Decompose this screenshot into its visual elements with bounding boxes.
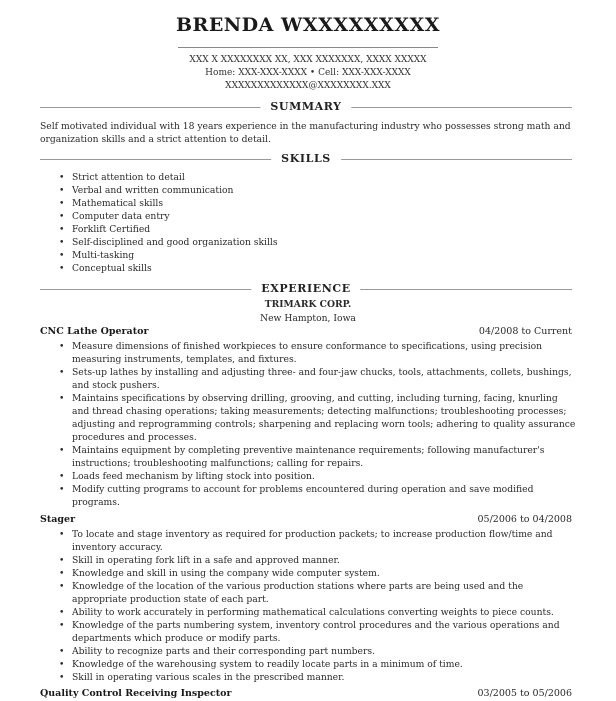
duty-item: • Knowledge of the parts numbering system, inventory control procedures and the various operations and departments which produce or modify parts. [55,619,576,645]
email-line: XXXXXXXXXXXXX@XXXXXXXX.XXX [225,81,391,91]
duty-item: • Modify cutting programs to account for problems encountered during operation and save modified programs. [55,483,576,509]
contact-block [0,54,616,93]
duty-item: • To locate and stage inventory as required for production packets; to increase production flow/time and inventory accuracy. [55,528,576,554]
company-name: TRIMARK CORP. [264,299,352,310]
summary-heading [40,100,572,114]
company-location: New Hampton, Iowa [260,313,356,324]
job-dates: 04/2008 to Current [478,326,572,337]
duty-item: • Skill in operating fork lift in a safe and approved manner. [55,554,576,567]
skill-item: • Strict attention to detail [55,171,575,184]
summary-text: Self motivated individual with 18 years experience in the manufacturing industry who possesses strong math and organization skills and a strict attention to detail. [40,121,571,145]
job-header [40,326,572,339]
job-dates: 03/2005 to 05/2006 [477,688,572,699]
skill-item: • Conceptual skills [55,262,575,275]
duty-item: • Measure dimensions of finished workpieces to ensure conformance to specifications, using precision measuring instruments, templates, and fixtures. [55,340,576,366]
skills-heading [40,152,572,166]
duty-item: • Ability to work accurately in performing mathematical calculations converting weights to piece counts. [55,606,576,619]
skill-item: • Multi-tasking [55,249,575,262]
duty-item: • Ability to recognize parts and their corresponding part numbers. [55,645,576,658]
skills-heading-label: SKILLS [271,152,341,165]
duty-item: • Knowledge of the location of the various production stations where parts are being used and the appropriate production state of each part. [55,580,576,606]
skill-item: • Forklift Certified [55,223,575,236]
job-duties-list [55,340,576,509]
header-divider [178,47,438,48]
job-header [40,514,572,527]
skill-item: • Verbal and written communication [55,184,575,197]
candidate-name: BRENDA WXXXXXXXXX [175,14,441,36]
job-title: Quality Control Receiving Inspector [40,688,232,699]
job-dates: 05/2006 to 04/2008 [477,514,572,525]
duty-item: • Knowledge and skill in using the company wide computer system. [55,567,576,580]
job-title: Stager [40,514,76,525]
duty-item: • Sets-up lathes by installing and adjusting three- and four-jaw chucks, tools, attachments, collets, bushings, and stock pushers. [55,366,576,392]
job-duties-list [55,528,576,684]
skill-item: • Self-disciplined and good organization skills [55,236,575,249]
experience-heading-label: EXPERIENCE [251,282,360,295]
address-line: XXX X XXXXXXXX XX, XXX XXXXXXX, XXXX XXXXX [189,55,427,65]
summary-heading-label: SUMMARY [260,100,351,113]
skills-list [55,171,575,275]
job-header [40,688,572,701]
skill-item: • Computer data entry [55,210,575,223]
job-title: CNC Lathe Operator [40,326,149,337]
phone-line: Home: XXX-XXX-XXXX • Cell: XXX-XXX-XXXX [205,68,411,78]
experience-heading [40,282,572,296]
duty-item: • Skill in operating various scales in the prescribed manner. [55,671,576,684]
skill-item: • Mathematical skills [55,197,575,210]
duty-item: • Maintains specifications by observing drilling, grooving, and cutting, including turning, facing, knurling and thread chasing operations; taking measurements; detecting malfunctions; troubleshooting processes; adjusting and reprogramming controls; sharpening and replacing worn tools; adhering to quality assurance procedures and processes. [55,392,576,444]
duty-item: • Loads feed mechanism by lifting stock into position. [55,470,576,483]
duty-item: • Knowledge of the warehousing system to readily locate parts in a minimum of time. [55,658,576,671]
duty-item: • Maintains equipment by completing preventive maintenance requirements; following manufacturer's instructions; troubleshooting malfunctions; calling for repairs. [55,444,576,470]
